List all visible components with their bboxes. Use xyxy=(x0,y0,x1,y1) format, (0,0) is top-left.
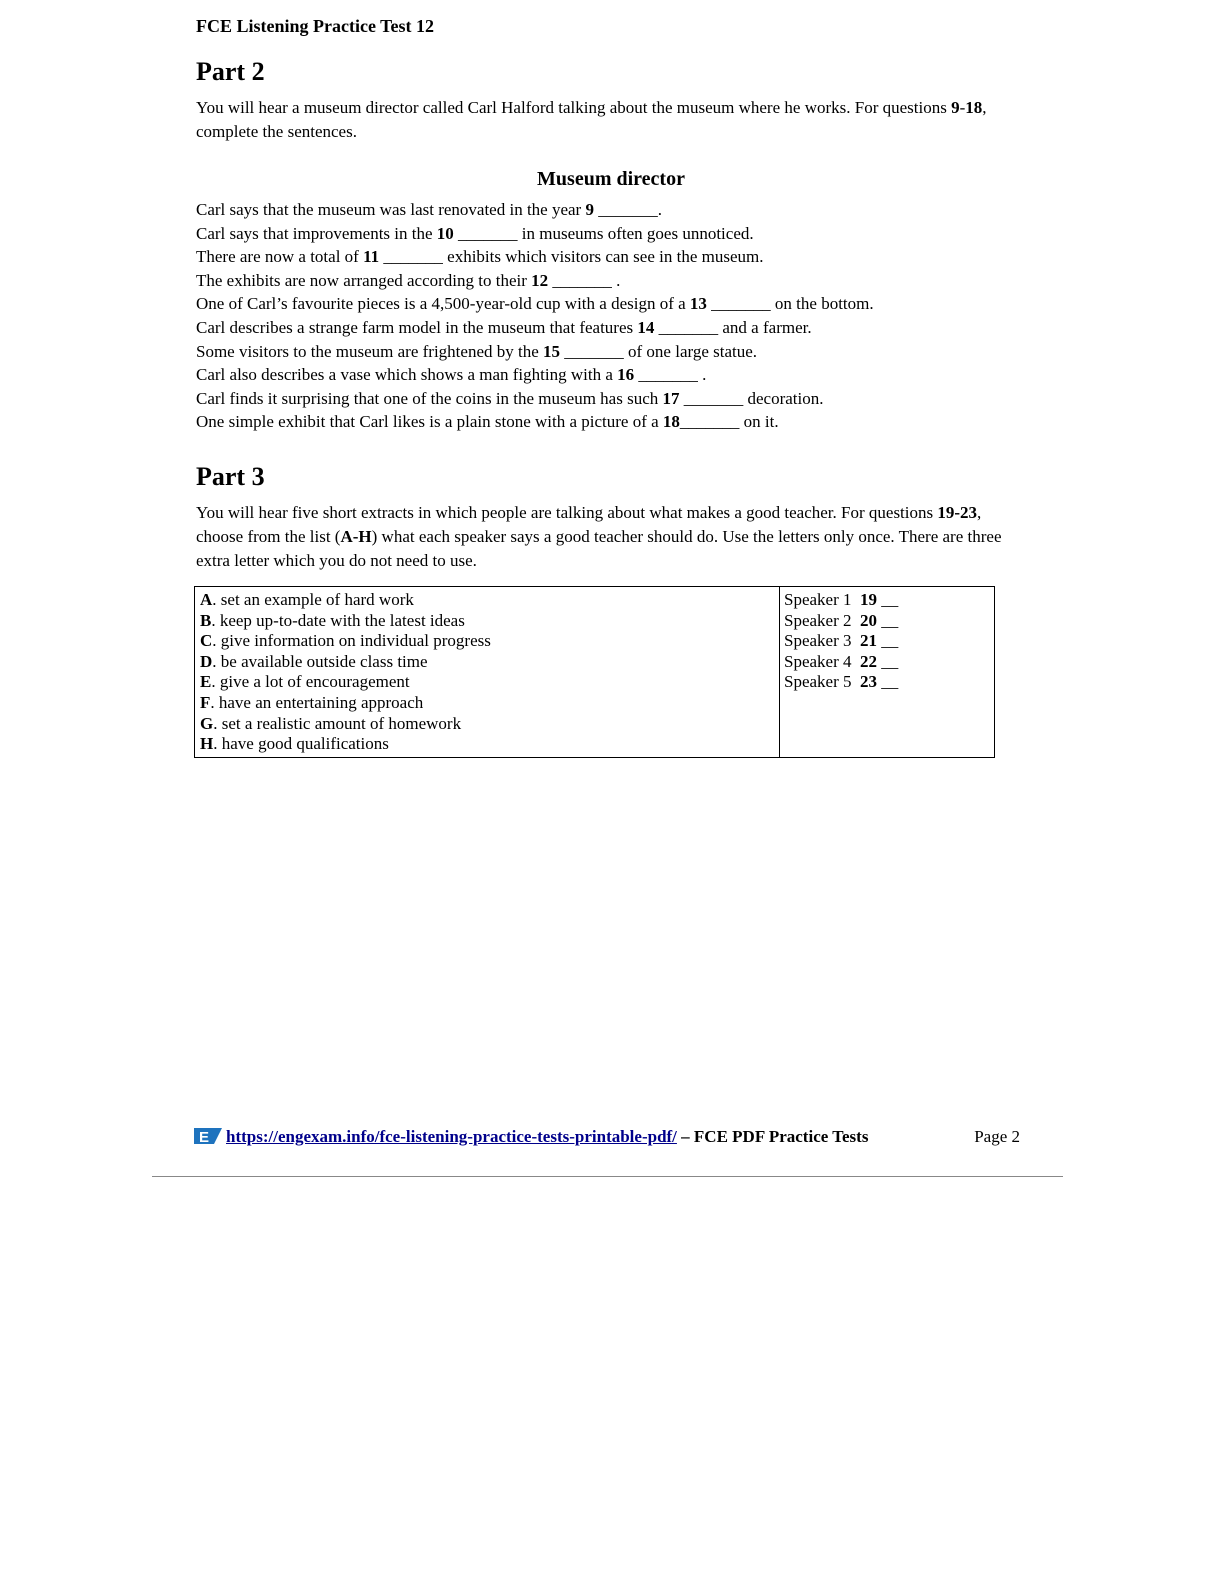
speaker-question-number: 20 xyxy=(860,610,878,630)
option-item xyxy=(200,734,775,755)
question-text: Carl also describes a vase which shows a man fighting with a xyxy=(196,365,618,385)
part-2-section xyxy=(196,56,1036,434)
answer-blank: _______ xyxy=(453,223,518,243)
footer-site-title: FCE PDF Practice Tests xyxy=(693,1127,869,1146)
option-text: . be available outside class time xyxy=(212,651,428,671)
speaker-label: Speaker 1 xyxy=(784,589,852,609)
question-item xyxy=(196,245,1036,269)
question-text: One of Carl’s favourite pieces is a 4,500-year-old cup with a design of a xyxy=(196,294,690,314)
footer-link[interactable]: https://engexam.info/fce-listening-practice-tests-printable-pdf/ xyxy=(226,1127,677,1146)
part-3-heading: Part 3 xyxy=(196,461,265,491)
question-text-end: in museums often goes unnoticed. xyxy=(517,223,754,243)
speaker-answer-blank: __ xyxy=(877,589,899,609)
option-text: . set an example of hard work xyxy=(212,589,414,609)
document-page xyxy=(196,14,1036,758)
answer-blank: _______ xyxy=(654,317,719,337)
answer-blank: _______ xyxy=(548,270,612,290)
answer-blank: _______ xyxy=(706,294,771,314)
option-item xyxy=(200,693,775,714)
question-number: 11 xyxy=(363,247,380,267)
option-item xyxy=(200,631,775,652)
matching-table-row xyxy=(195,586,995,757)
speaker-question-number: 22 xyxy=(860,651,878,671)
options-column xyxy=(195,586,780,757)
question-number: 15 xyxy=(543,341,561,361)
footer-divider xyxy=(152,1176,1063,1177)
question-text: Carl says that the museum was last renovated in the year xyxy=(196,200,586,219)
option-item xyxy=(200,652,775,673)
part-3-section xyxy=(196,461,1036,758)
question-number: 18 xyxy=(662,412,680,432)
question-item xyxy=(196,292,1036,316)
question-text-end: and a farmer. xyxy=(718,317,812,337)
question-number: 13 xyxy=(689,294,707,314)
question-number: 12 xyxy=(531,270,549,290)
question-text: There are now a total of xyxy=(196,247,364,267)
option-letter: G xyxy=(200,713,214,733)
answer-blank: _______. xyxy=(593,200,662,219)
footer-separator: – xyxy=(676,1127,694,1146)
speaker-item xyxy=(784,611,990,632)
speakers-column xyxy=(780,586,995,757)
speaker-label: Speaker 5 xyxy=(784,672,852,692)
question-text: Some visitors to the museum are frightened by the xyxy=(196,341,544,361)
option-letter: D xyxy=(200,651,213,671)
question-list xyxy=(196,198,1036,434)
question-text-end: exhibits which visitors can see in the museum. xyxy=(442,247,764,267)
question-text-end: . xyxy=(697,365,707,385)
speaker-answer-blank: __ xyxy=(877,610,899,630)
speaker-label: Speaker 4 xyxy=(784,651,852,671)
speaker-answer-blank: __ xyxy=(877,672,899,692)
speaker-item xyxy=(784,652,990,673)
question-number: 17 xyxy=(662,388,680,408)
question-text-end: . xyxy=(611,270,621,290)
question-text-end: on the bottom. xyxy=(770,294,874,314)
option-letter: A xyxy=(200,589,213,609)
page-number: Page 2 xyxy=(974,1127,1020,1146)
question-text: One simple exhibit that Carl likes is a plain stone with a picture of a xyxy=(196,412,663,432)
engexam-logo-icon xyxy=(194,1127,222,1145)
document-header: FCE Listening Practice Test 12 xyxy=(196,16,434,36)
question-number: 10 xyxy=(436,223,454,243)
question-item xyxy=(196,340,1036,364)
option-text: . give information on individual progress xyxy=(212,631,491,651)
answer-blank: _______ xyxy=(679,388,744,408)
question-number: 9 xyxy=(585,200,594,219)
question-item xyxy=(196,198,1036,222)
question-item xyxy=(196,410,1036,434)
option-letter: E xyxy=(200,672,212,692)
question-text: The exhibits are now arranged according to their xyxy=(196,270,532,290)
option-text: . have an entertaining approach xyxy=(210,692,424,712)
speaker-item xyxy=(784,631,990,652)
matching-table xyxy=(194,586,995,758)
option-text: . set a realistic amount of homework xyxy=(213,713,462,733)
option-letter: F xyxy=(200,692,211,712)
option-item xyxy=(200,714,775,735)
question-item xyxy=(196,269,1036,293)
speaker-question-number: 19 xyxy=(860,589,878,609)
question-text: Carl describes a strange farm model in the museum that features xyxy=(196,317,638,337)
question-text-end: on it. xyxy=(739,412,779,432)
speaker-label: Speaker 2 xyxy=(784,610,852,630)
answer-blank: _______ xyxy=(634,365,698,385)
option-letter: H xyxy=(200,734,214,754)
page-footer xyxy=(194,1126,1024,1148)
option-text: . have good qualifications xyxy=(213,734,389,754)
option-letter: C xyxy=(200,631,213,651)
question-item xyxy=(196,222,1036,246)
speaker-question-number: 23 xyxy=(860,672,878,692)
question-text-end: decoration. xyxy=(743,388,824,408)
part-2-heading: Part 2 xyxy=(196,57,265,86)
option-text: . give a lot of encouragement xyxy=(211,672,410,692)
speaker-label: Speaker 3 xyxy=(784,631,852,651)
answer-blank: _______ xyxy=(560,341,624,361)
speaker-question-number: 21 xyxy=(860,631,878,651)
question-text: Carl finds it surprising that one of the coins in the museum has such xyxy=(196,388,663,408)
question-text-end: of one large statue. xyxy=(623,341,758,361)
question-item xyxy=(196,363,1036,387)
answer-blank: _______ xyxy=(679,412,740,432)
option-letter: B xyxy=(200,610,212,630)
part-3-instructions: You will hear five short extracts in which people are talking about what makes a good teacher. For questions 19-23, choose from the list (A-H) what each speaker says a good teacher should do. Use the letters only once. There are three extra letter which you do not need to use. xyxy=(196,502,1002,570)
museum-director-title: Museum director xyxy=(537,168,685,190)
answer-blank: _______ xyxy=(379,247,443,267)
svg-text:E: E xyxy=(198,1129,210,1145)
question-number: 16 xyxy=(617,365,635,385)
question-text: Carl says that improvements in the xyxy=(196,223,437,243)
option-item xyxy=(200,590,775,611)
question-item xyxy=(196,387,1036,411)
speaker-answer-blank: __ xyxy=(877,651,899,671)
option-item xyxy=(200,672,775,693)
option-text: . keep up-to-date with the latest ideas xyxy=(211,610,465,630)
option-item xyxy=(200,611,775,632)
speaker-item xyxy=(784,590,990,611)
question-number: 14 xyxy=(637,317,655,337)
speaker-item xyxy=(784,672,990,693)
part-2-instructions: You will hear a museum director called Carl Halford talking about the museum where he works. For questions 9-18, complete the sentences. xyxy=(196,98,987,141)
question-item xyxy=(196,316,1036,340)
speaker-answer-blank: __ xyxy=(877,631,899,651)
